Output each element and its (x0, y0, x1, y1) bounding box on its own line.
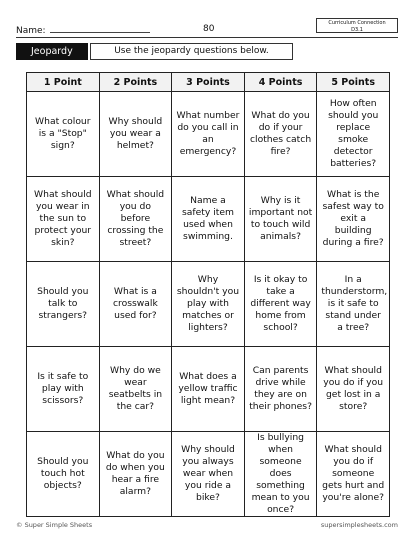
board-row (27, 347, 390, 432)
header-divider (16, 37, 398, 38)
board-row (27, 92, 390, 177)
column-header: 3 Points (172, 73, 245, 92)
question-cell: Why should you wear a helmet? (99, 92, 172, 177)
question-cell: What should you do if you get lost in a store? (317, 347, 390, 432)
question-cell: Why is it important not to touch wild animals? (244, 177, 317, 262)
question-cell: What do you do when you hear a fire alarm? (99, 432, 172, 517)
curriculum-connection-box (316, 18, 398, 33)
question-cell: Is it okay to take a different way home from school? (244, 262, 317, 347)
question-cell: In a thunderstorm, is it safe to stand under a tree? (317, 262, 390, 347)
question-cell: Why shouldn't you play with matches or lighters? (172, 262, 245, 347)
question-cell: Why do we wear seatbelts in the car? (99, 347, 172, 432)
question-cell: What does a yellow traffic light mean? (172, 347, 245, 432)
curriculum-label: Curriculum Connection (328, 20, 386, 26)
question-cell: How often should you replace smoke detector batteries? (317, 92, 390, 177)
name-blank-line[interactable] (50, 24, 150, 33)
question-cell: Is bullying when someone does something mean to you once? (244, 432, 317, 517)
question-cell: Can parents drive while they are on their phones? (244, 347, 317, 432)
board-row (27, 177, 390, 262)
question-cell: Should you touch hot objects? (27, 432, 100, 517)
footer-website: supersimplesheets.com (320, 521, 398, 529)
question-cell: What number do you call in an emergency? (172, 92, 245, 177)
name-field (16, 24, 150, 36)
column-header: 5 Points (317, 73, 390, 92)
question-cell: What should you do before crossing the street? (99, 177, 172, 262)
question-cell: What do you do if your clothes catch fire? (244, 92, 317, 177)
column-header: 1 Point (27, 73, 100, 92)
question-cell: What should you wear in the sun to protect your skin? (27, 177, 100, 262)
jeopardy-board (26, 72, 390, 517)
board-row (27, 432, 390, 517)
question-cell: Is it safe to play with scissors? (27, 347, 100, 432)
name-label: Name: (16, 26, 46, 36)
question-cell: What colour is a "Stop" sign? (27, 92, 100, 177)
jeopardy-tag: Jeopardy (16, 43, 88, 60)
board-header-row (27, 73, 390, 92)
footer-copyright: © Super Simple Sheets (16, 521, 93, 529)
board-row (27, 262, 390, 347)
question-cell: What should you do if someone gets hurt and you're alone? (317, 432, 390, 517)
question-cell: Why should you always wear when you ride a bike? (172, 432, 245, 517)
question-cell: What is a crosswalk used for? (99, 262, 172, 347)
column-header: 4 Points (244, 73, 317, 92)
question-cell: What is the safest way to exit a building during a fire? (317, 177, 390, 262)
page-number: 80 (203, 24, 215, 34)
instructions-box: Use the jeopardy questions below. (90, 43, 293, 60)
column-header: 2 Points (99, 73, 172, 92)
question-cell: Name a safety item used when swimming. (172, 177, 245, 262)
question-cell: Should you talk to strangers? (27, 262, 100, 347)
curriculum-code: D3.1 (351, 26, 363, 33)
